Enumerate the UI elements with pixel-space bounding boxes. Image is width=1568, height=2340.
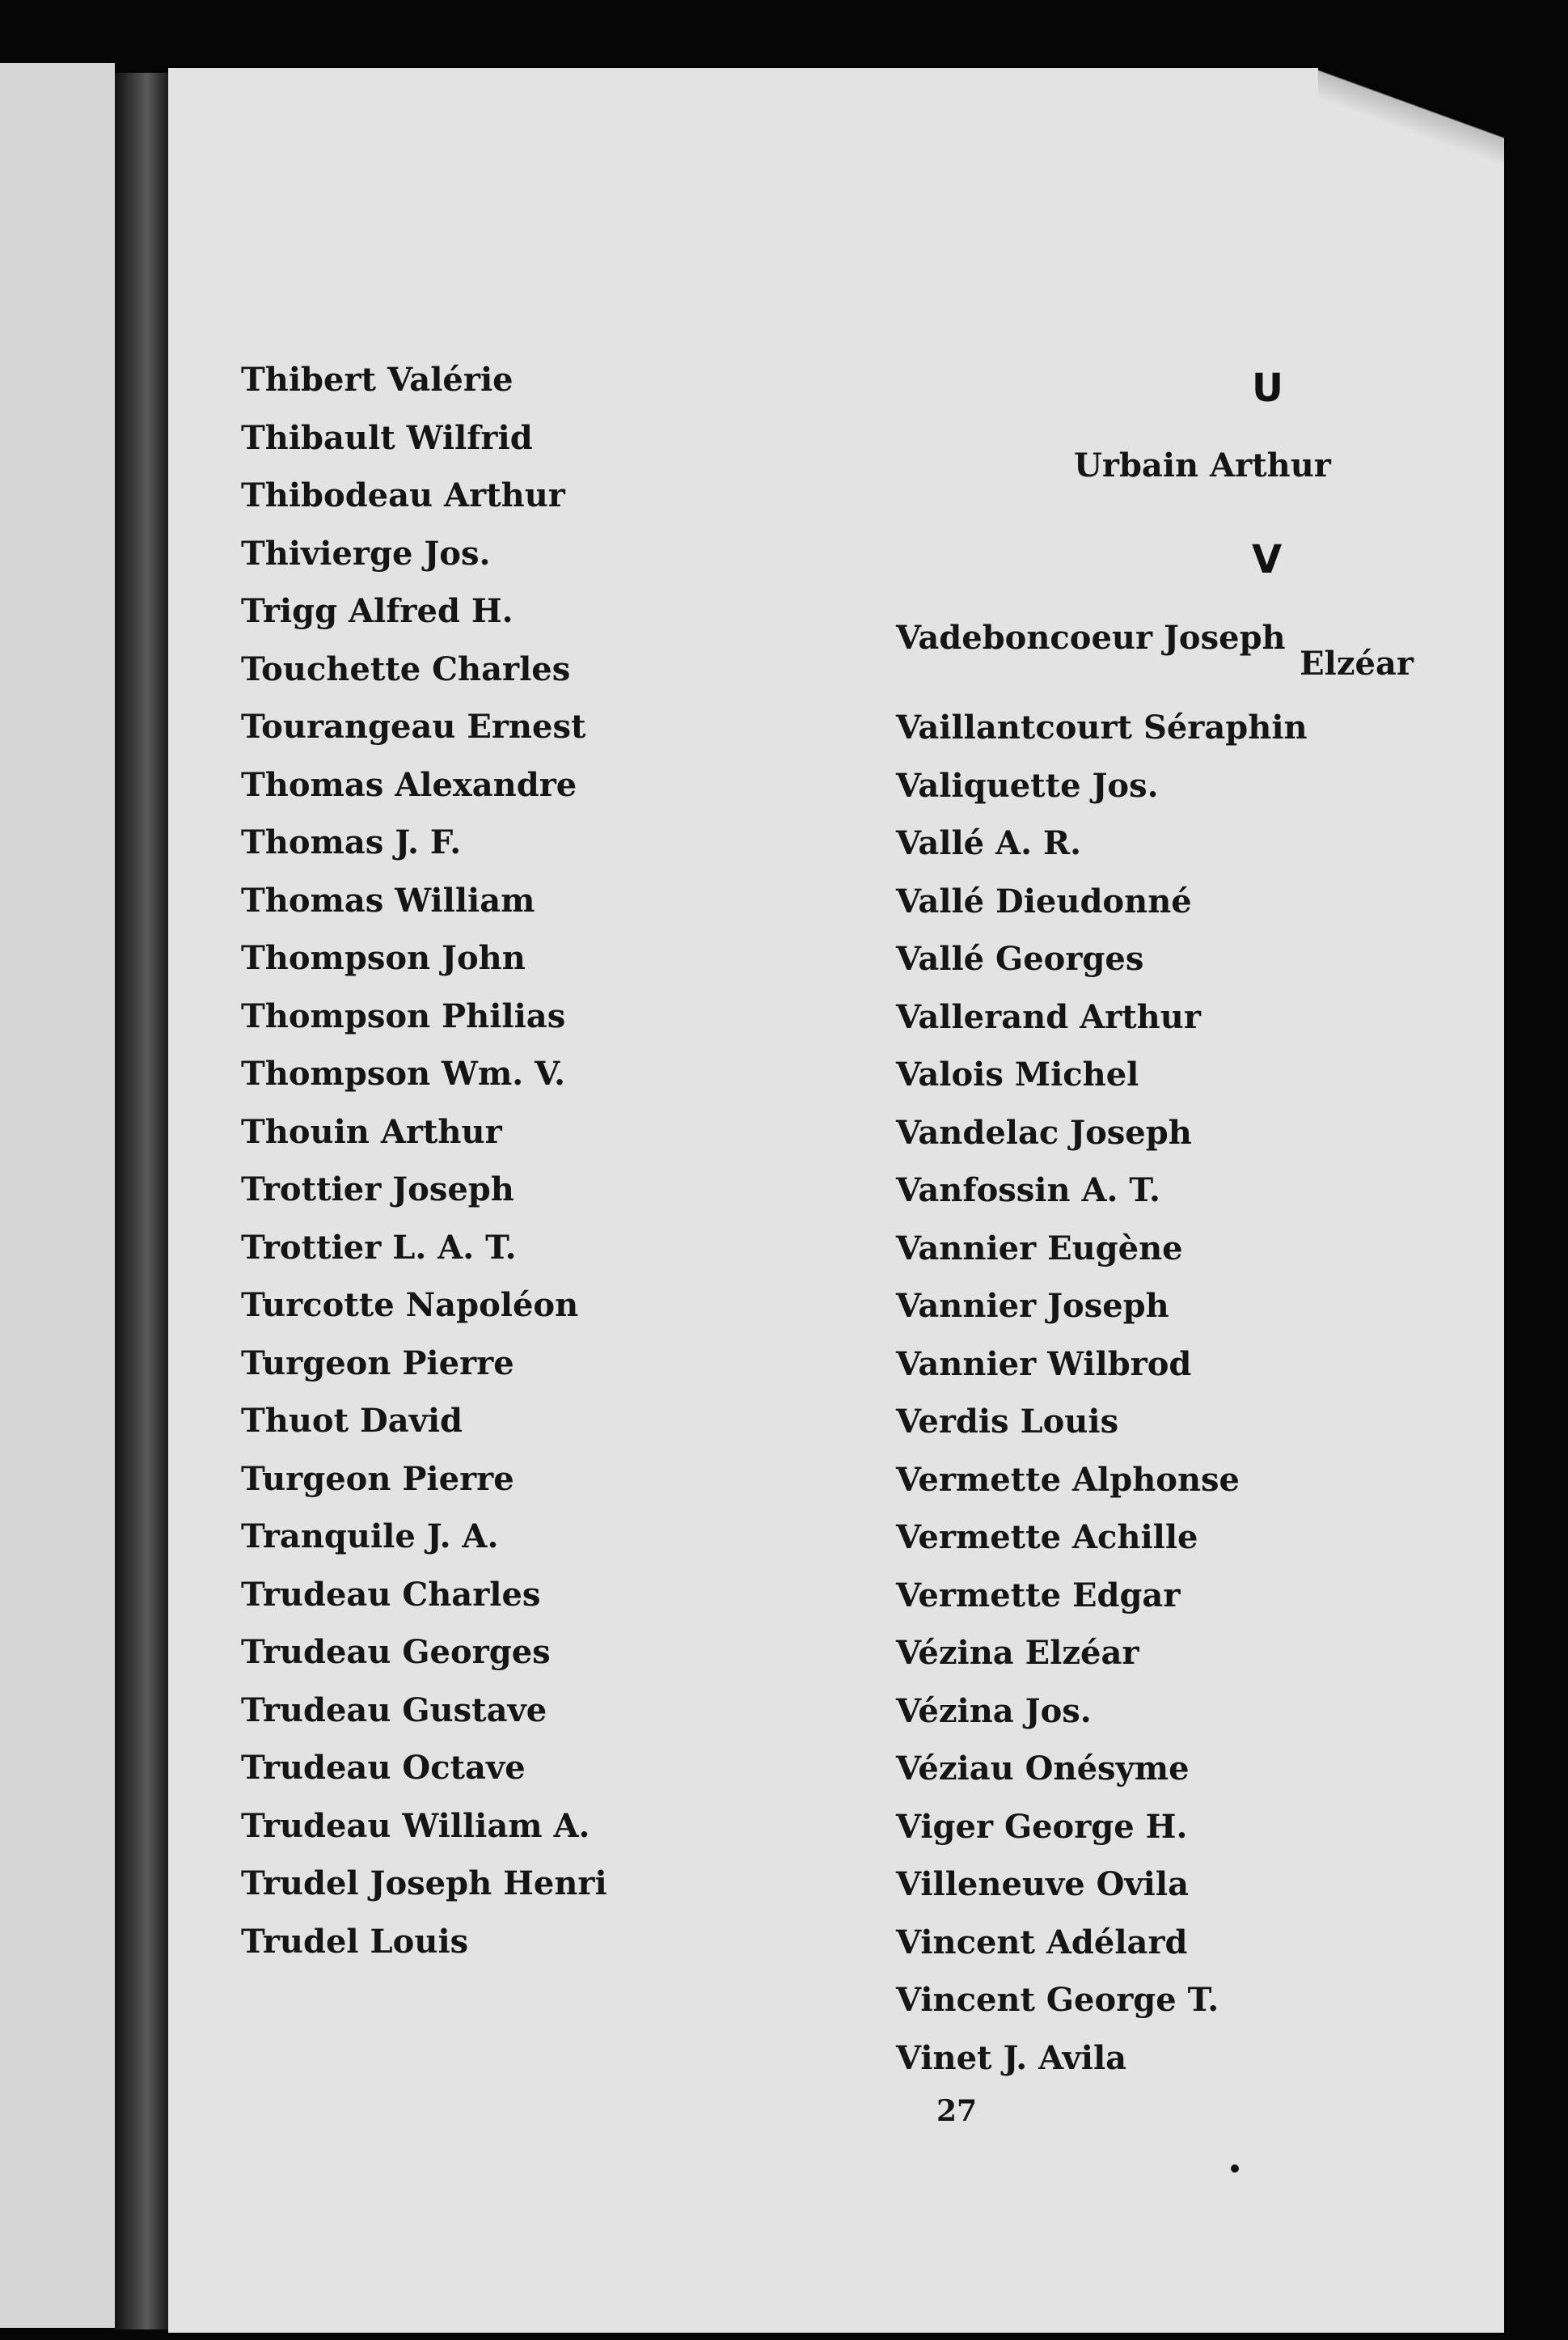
list-item: Vallé Georges (896, 940, 1144, 978)
list-item: Trudel Joseph Henri (241, 1864, 607, 1902)
list-item: Trudeau Octave (241, 1749, 526, 1787)
list-item: Vallé Dieudonné (896, 882, 1192, 920)
list-item: Valois Michel (896, 1056, 1139, 1094)
list-item: Vannier Eugène (896, 1229, 1183, 1267)
list-item: Trudeau Charles (241, 1575, 541, 1614)
list-item: Touchette Charles (241, 650, 571, 688)
list-item: Thomas J. F. (241, 823, 462, 861)
folded-corner (1318, 68, 1504, 165)
list-item: Vanfossin A. T. (896, 1171, 1160, 1209)
list-item: Villeneuve Ovila (896, 1865, 1189, 1903)
list-item: Thouin Arthur (241, 1112, 502, 1151)
list-item: Trudeau William A. (241, 1806, 590, 1845)
list-item: Véziau Onésyme (896, 1750, 1190, 1788)
right-name-list (896, 610, 1422, 2087)
list-item: Trudeau Gustave (241, 1690, 547, 1729)
list-item: Thomas Alexandre (241, 765, 577, 804)
list-item: Vincent Adélard (896, 1923, 1188, 1961)
list-item: Thompson Philias (241, 997, 566, 1035)
list-item: Vermette Edgar (896, 1576, 1181, 1614)
list-item: Thibodeau Arthur (241, 476, 565, 514)
list-item: Trigg Alfred H. (241, 592, 514, 630)
list-item: Thompson Wm. V. (241, 1055, 566, 1093)
list-item: Vannier Wilbrod (896, 1344, 1192, 1383)
list-item-line-2: Elzéar (1300, 645, 1414, 683)
ink-dot (1231, 2164, 1239, 2173)
list-item: Vallé A. R. (896, 824, 1082, 862)
list-item: Trudel Louis (241, 1922, 469, 1961)
list-item: Vinet J. Avila (896, 2038, 1127, 2077)
list-item: Vallerand Arthur (896, 997, 1201, 1036)
list-item: Valiquette Jos. (896, 766, 1159, 805)
list-item: Verdis Louis (896, 1403, 1119, 1441)
list-item: Urbain Arthur (1074, 446, 1331, 485)
list-item: Tranquile J. A. (241, 1517, 499, 1555)
list-item: Vézina Jos. (896, 1691, 1092, 1730)
page-number: 27 (936, 2094, 978, 2128)
list-item: Turgeon Pierre (241, 1343, 514, 1382)
book-gutter (115, 73, 168, 2329)
document-page (168, 68, 1504, 2333)
list-item: Thibert Valérie (241, 361, 514, 399)
list-item: Trottier Joseph (241, 1170, 514, 1208)
list-item: Thomas William (241, 881, 535, 920)
left-name-list (241, 351, 726, 1970)
list-item: Viger George H. (896, 1807, 1188, 1846)
facing-page-edge (0, 63, 115, 2328)
list-item: Thivierge Jos. (241, 534, 491, 573)
list-item: Vannier Joseph (896, 1287, 1169, 1325)
list-item: Vandelac Joseph (896, 1113, 1192, 1152)
list-item: Thuot David (241, 1402, 463, 1440)
list-item: Thompson John (241, 939, 526, 977)
list-item: Vézina Elzéar (896, 1634, 1139, 1672)
list-item-multiline (896, 610, 1422, 699)
list-item-line-1: Vadeboncoeur Joseph (896, 619, 1286, 657)
list-item: Tourangeau Ernest (241, 708, 586, 746)
list-item: Vincent George T. (896, 1981, 1219, 2019)
list-item: Turgeon Pierre (241, 1459, 514, 1498)
list-item: Trottier L. A. T. (241, 1228, 517, 1267)
list-item: Vermette Alphonse (896, 1460, 1240, 1499)
list-item: Thibault Wilfrid (241, 418, 533, 457)
list-item: Vermette Achille (896, 1518, 1198, 1556)
section-heading-u: U (1252, 366, 1283, 411)
list-item: Trudeau Georges (241, 1633, 551, 1671)
list-item: Vaillantcourt Séraphin (896, 709, 1308, 747)
list-item: Turcotte Napoléon (241, 1286, 579, 1324)
section-heading-v: V (1252, 537, 1283, 582)
